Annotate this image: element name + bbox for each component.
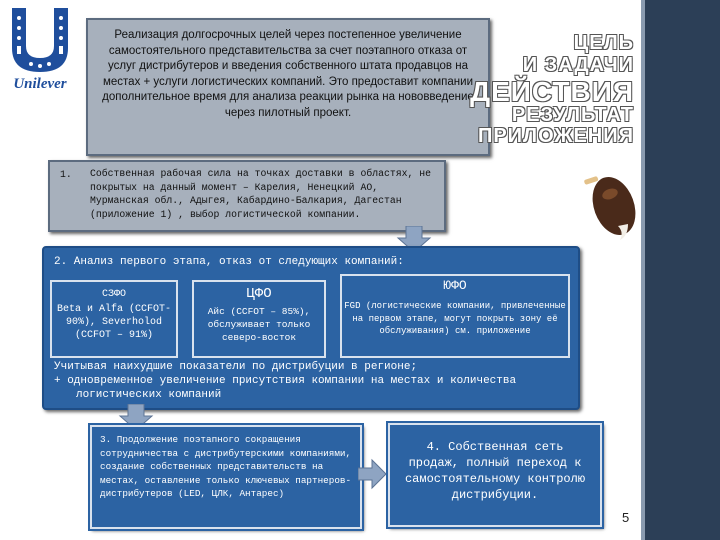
step-1-number: 1. [60,169,72,180]
region-sfd-box [340,274,570,358]
step-1-box [48,160,446,232]
summary-line-3: логистических компаний [76,389,222,401]
region-cfd-name: ЦФО [246,286,272,302]
heading-goal: ЦЕЛЬ [573,32,634,54]
summary-line-1: Учитывая наихудшие показатели по дистрибуции в регионе; [54,361,418,373]
step-2-title: 2. Анализ первого этапа, отказ от следующих компаний: [54,256,404,268]
region-cfd-body: Айс (CCFOT – 85%), обслуживает только северо-восток [207,306,311,343]
logo-text: Unilever [13,76,67,92]
intro-box [86,18,490,156]
arrow-right-icon [358,458,388,490]
region-nwfd-body: Beta и Alfa (CCFOT- 90%), Severholod (CCFOT – 91%) [56,304,172,341]
summary-line-2: + одновременное увеличение присутствия компании на местах и количества [54,375,517,387]
region-nwfd-name: СЗФО [101,289,126,300]
intro-text: Реализация долгосрочных целей через постепенное увеличение самостоятельного представительства за счет поэтапного отказа от услуг дистрибутеров и введения собственного штата продавцов на местах + услуги логистических компаний. Это предоставит компании дополнительное время для анализа реакции рынка на нововведение через пилотный проект. [102,29,474,119]
page-number: 5 [622,510,630,525]
step-4-box [388,423,602,527]
region-sfd-name: ЮФО [437,278,472,293]
ice-cream-image [582,168,640,244]
step-3-box [90,425,362,529]
step-4-text: 4. Собственная сеть продаж, полный переход к самостоятельному контролю дистрибуции. [404,440,586,502]
right-sidebar-decoration [645,0,720,540]
step-2-box [42,246,580,410]
region-nwfd-box [50,280,178,358]
heading-tasks: И ЗАДАЧИ [522,54,634,76]
heading-appendix: ПРИЛОЖЕНИЯ [477,125,634,147]
region-sfd-body: FGD (логистические компании, привлеченные на первом этапе, могут покрыть зону её обслуживания) см. приложение [344,301,566,336]
step-1-text: Собственная рабочая сила на точках доставки в областях, не покрытых на данный момент – Карелия, Ненецкий АО, Мурманская обл., Адыгея, Кабардино-Балкария, Дагестан (приложение 1) , выбор логистической компании. [90,168,431,220]
region-cfd-box [192,280,326,358]
unilever-logo [6,6,74,98]
step-2-summary [54,360,574,402]
step-3-text: 3. Продолжение поэтапного сокращения сотрудничества с дистрибутерскими компаниями, создание собственных представительств на местах, оставление только ключевых партнеров-дистрибутеров (LED, ЦЛК, Антарес) [100,434,352,499]
heading-actions: ДЕЙСТВИЯ [470,76,634,107]
heading-result: РЕЗУЛЬТАТ [511,104,634,126]
